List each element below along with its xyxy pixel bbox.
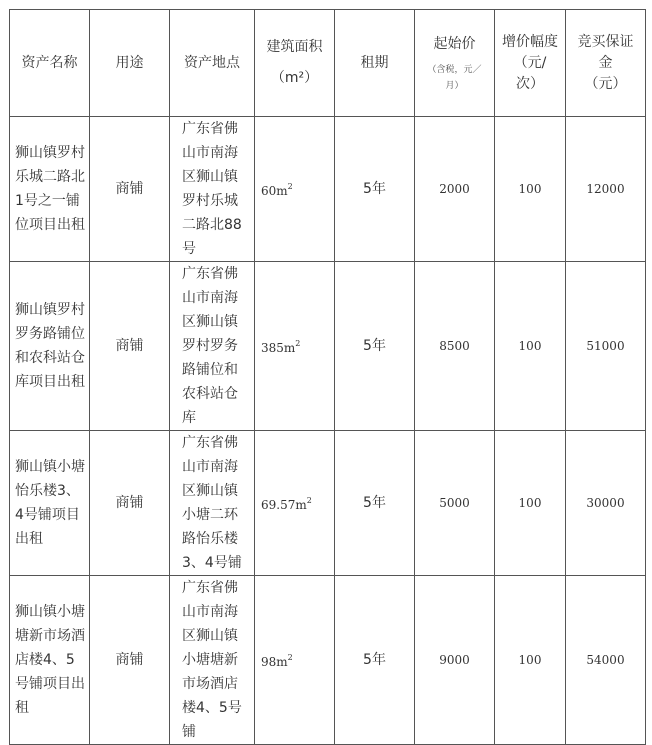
asset-lease-table: [9, 9, 646, 745]
area-value: 98m: [261, 655, 288, 669]
use-cell: 商铺: [90, 117, 170, 262]
start-price-cell: 9000: [415, 576, 495, 745]
deposit-cell: 30000: [566, 431, 646, 576]
header-increment-label: 增价幅度: [502, 33, 558, 50]
header-row: [10, 10, 646, 117]
area-cell: [255, 262, 335, 431]
header-term-label: 租期: [360, 54, 389, 71]
start-price-cell: 8500: [415, 262, 495, 431]
area-cell: [255, 117, 335, 262]
header-deposit-label-line2: 金: [598, 54, 613, 71]
area-superscript: 2: [295, 339, 301, 348]
use-cell: 商铺: [90, 431, 170, 576]
asset-name-cell: 狮山镇罗村罗务路铺位和农科站仓库项目出租: [10, 262, 90, 431]
location-cell: 广东省佛山市南海区狮山镇罗村乐城二路北88号: [170, 117, 255, 262]
deposit-cell: 54000: [566, 576, 646, 745]
asset-name-cell: 狮山镇小塘怡乐楼3、4号铺项目出租: [10, 431, 90, 576]
table-row: [10, 262, 646, 431]
location-cell: 广东省佛山市南海区狮山镇小塘二环路怡乐楼3、4号铺: [170, 431, 255, 576]
header-deposit: [566, 10, 646, 117]
table-row: [10, 117, 646, 262]
increment-cell: 100: [495, 576, 566, 745]
location-cell: 广东省佛山市南海区狮山镇小塘塘新市场酒店楼4、5号铺: [170, 576, 255, 745]
header-increment: [495, 10, 566, 117]
header-deposit-unit: （元）: [584, 75, 627, 92]
use-cell: 商铺: [90, 576, 170, 745]
header-term: [335, 10, 415, 117]
use-cell: 商铺: [90, 262, 170, 431]
area-value: 60m: [261, 184, 288, 198]
deposit-cell: 12000: [566, 117, 646, 262]
start-price-cell: 2000: [415, 117, 495, 262]
header-start-price-unit-line2: 月）: [445, 80, 464, 91]
increment-cell: 100: [495, 431, 566, 576]
area-cell: [255, 576, 335, 745]
asset-name-cell: 狮山镇罗村乐城二路北1号之一铺位项目出租: [10, 117, 90, 262]
header-start-price-unit-line1: （含税，元／: [427, 64, 482, 75]
term-cell: 5年: [335, 117, 415, 262]
term-cell: 5年: [335, 262, 415, 431]
header-area-unit: （m²）: [270, 70, 319, 86]
header-location: [170, 10, 255, 117]
header-location-label: 资产地点: [184, 54, 240, 71]
header-asset-name: [10, 10, 90, 117]
header-use: [90, 10, 170, 117]
header-increment-unit-line2: 次）: [516, 75, 544, 92]
term-cell: 5年: [335, 431, 415, 576]
header-area: [255, 10, 335, 117]
table-row: [10, 576, 646, 745]
header-increment-unit-line1: （元/: [513, 54, 547, 71]
start-price-cell: 5000: [415, 431, 495, 576]
header-deposit-label-line1: 竞买保证: [577, 33, 634, 50]
area-superscript: 2: [287, 653, 293, 662]
area-value: 385m: [261, 341, 296, 355]
header-asset-name-label: 资产名称: [21, 54, 78, 71]
term-cell: 5年: [335, 576, 415, 745]
increment-cell: 100: [495, 117, 566, 262]
header-start-price: [415, 10, 495, 117]
increment-cell: 100: [495, 262, 566, 431]
area-value: 69.57m: [261, 498, 307, 512]
area-superscript: 2: [287, 182, 293, 191]
area-superscript: 2: [306, 496, 312, 505]
asset-name-cell: 狮山镇小塘塘新市场酒店楼4、5号铺项目出租: [10, 576, 90, 745]
header-area-label: 建筑面积: [266, 39, 323, 55]
table-row: [10, 431, 646, 576]
header-use-label: 用途: [115, 54, 144, 71]
location-cell: 广东省佛山市南海区狮山镇罗村罗务路铺位和农科站仓库: [170, 262, 255, 431]
area-cell: [255, 431, 335, 576]
header-start-price-label: 起始价: [433, 35, 476, 52]
deposit-cell: 51000: [566, 262, 646, 431]
